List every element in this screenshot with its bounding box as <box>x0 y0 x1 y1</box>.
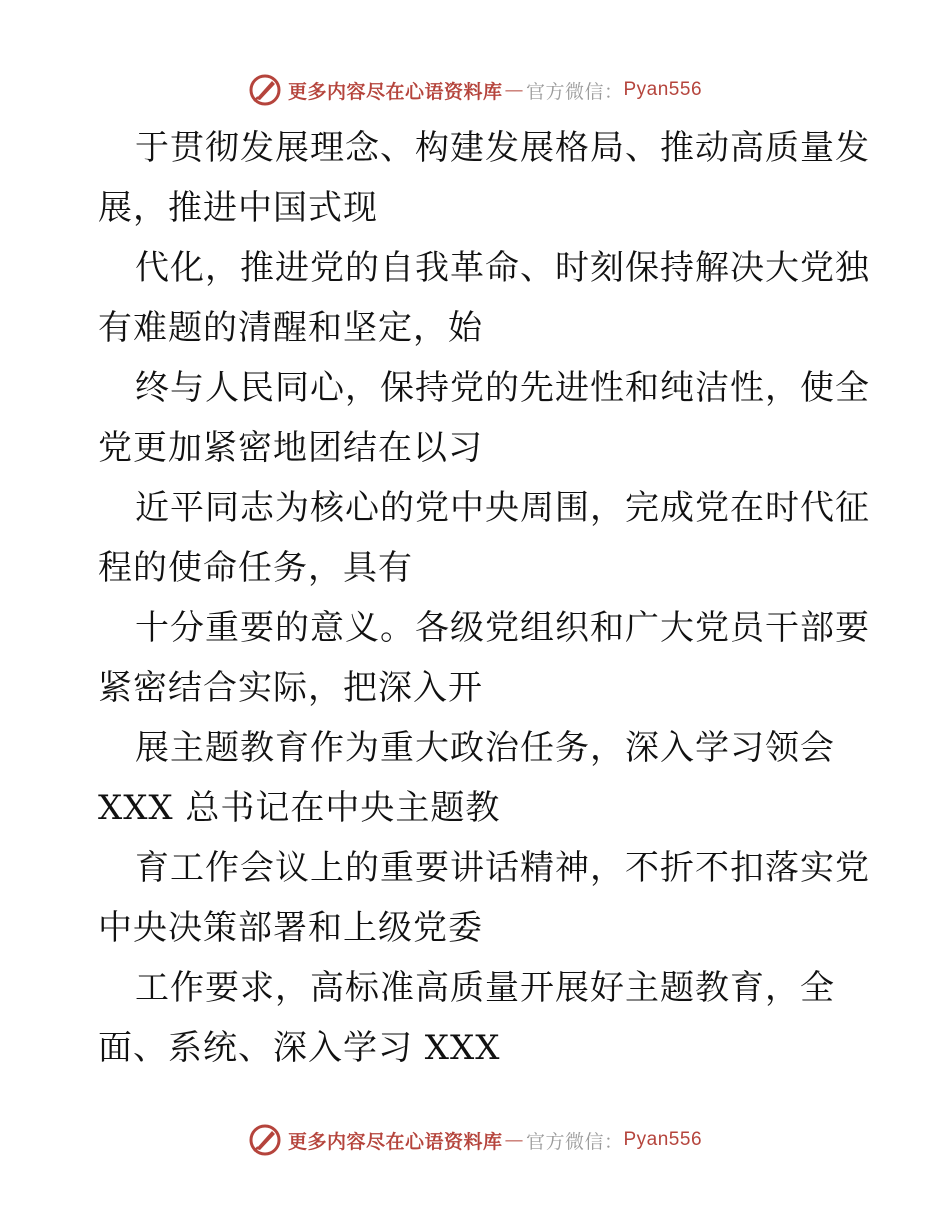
paragraph-line: 有难题的清醒和坚定，始 <box>98 308 483 348</box>
document-body <box>98 118 870 1078</box>
footer-watermark <box>0 1120 950 1160</box>
paragraph-line: 十分重要的意义。各级党组织和广大党员干部要 <box>135 608 870 648</box>
paragraph <box>98 598 870 718</box>
paragraph-line: XXX 总书记在中央主题教 <box>98 788 501 828</box>
paragraph-line: 于贯彻发展理念、构建发展格局、推动高质量发 <box>135 128 870 168</box>
paragraph <box>98 478 870 598</box>
paragraph <box>98 238 870 358</box>
watermark-brand: 更多内容尽在心语资料库 <box>287 80 503 103</box>
paragraph <box>98 358 870 478</box>
paragraph <box>98 118 870 238</box>
paragraph-line: 中央决策部署和上级党委 <box>98 908 483 948</box>
paragraph-line: 近平同志为核心的党中央周围，完成党在时代征 <box>135 488 870 528</box>
watermark-id: Pyan556 <box>623 79 703 100</box>
watermark-dash: — <box>504 79 524 101</box>
quill-logo-icon <box>248 1123 282 1157</box>
watermark-brand: 更多内容尽在心语资料库 <box>287 1130 503 1153</box>
watermark-label: 官方微信： <box>525 80 624 103</box>
paragraph-line: 展主题教育作为重大政治任务，深入学习领会 <box>135 728 835 768</box>
paragraph-line: 代化，推进党的自我革命、时刻保持解决大党独 <box>135 248 870 288</box>
paragraph-line: 工作要求，高标准高质量开展好主题教育，全 <box>135 968 835 1008</box>
paragraph-line: 展，推进中国式现 <box>98 188 378 228</box>
watermark-label: 官方微信： <box>525 1130 624 1153</box>
paragraph-line: 终与人民同心，保持党的先进性和纯洁性，使全 <box>135 368 870 408</box>
watermark-dash: — <box>504 1129 524 1151</box>
paragraph <box>98 838 870 958</box>
quill-logo-icon <box>248 73 282 107</box>
paragraph-line: 紧密结合实际，把深入开 <box>98 668 483 708</box>
paragraph-line: 党更加紧密地团结在以习 <box>98 428 483 468</box>
header-watermark <box>0 70 950 110</box>
paragraph-line: 面、系统、深入学习 XXX <box>98 1028 501 1068</box>
paragraph-line: 程的使命任务，具有 <box>98 548 413 588</box>
paragraph <box>98 958 858 1078</box>
paragraph-line: 育工作会议上的重要讲话精神，不折不扣落实党 <box>135 848 870 888</box>
watermark-id: Pyan556 <box>623 1129 703 1150</box>
paragraph <box>98 718 858 838</box>
